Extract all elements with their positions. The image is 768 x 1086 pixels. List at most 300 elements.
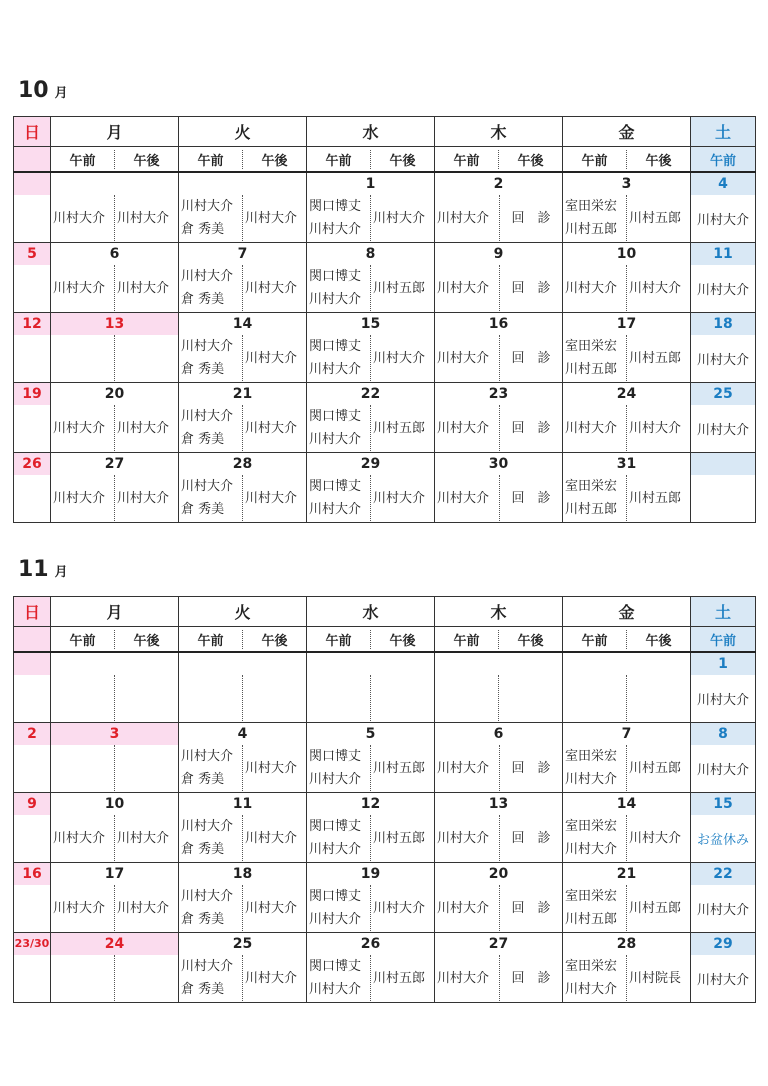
pm-doctors [370,405,434,451]
am-doctors [179,265,242,311]
doctor-name: 川村五郎 [629,490,682,506]
saturday-date: 18 [691,313,755,335]
day-number [179,653,306,675]
day-body [51,405,178,451]
day-number: 25 [232,936,253,952]
ampm-pair [307,627,434,651]
weekday-mon: 月 [51,597,179,627]
doctor-name: 川村大介 [437,350,490,366]
saturday-doctor: 川村大介 [696,972,749,988]
doctor-name: 川村大介 [117,490,170,506]
weekday-tue: 火 [179,117,307,147]
sunday-date: 23/30 [14,933,50,955]
day-body [307,815,434,861]
am-doctors [563,675,626,721]
pm-doctors [114,885,178,931]
doctor-name: 川村大介 [373,210,426,226]
day-body [435,195,562,241]
day-number: 27 [488,936,509,952]
day-body [435,265,562,311]
sunday-cell [14,933,51,1003]
day-cell [179,652,307,723]
weekday-fri: 金 [563,117,691,147]
doctor-name: 川村大介 [53,490,106,506]
week-row [14,933,756,1003]
am-doctors [563,405,626,451]
day-body [435,745,562,791]
saturday-cell [691,723,756,793]
day-number: 28 [232,456,253,472]
day-cell [51,793,179,863]
day-number: 2 [493,176,504,192]
doctor-name: 回 診 [511,280,551,296]
ampm-sun-cell [14,627,51,653]
day-cell [563,313,691,383]
day-cell [179,383,307,453]
day-body [51,475,178,521]
doctor-name: 倉 秀美 [181,292,225,307]
day-body [179,675,306,721]
day-body [307,885,434,931]
doctor-name: 回 診 [511,970,551,986]
day-cell [51,933,179,1003]
week-row [14,243,756,313]
day-number: 20 [488,866,509,882]
day-body [563,885,690,931]
day-body [307,675,434,721]
day-cell [51,383,179,453]
day-number: 31 [616,456,637,472]
sunday-cell [14,863,51,933]
day-cell [51,172,179,243]
day-cell [563,933,691,1003]
weekday-sun: 日 [14,597,51,627]
pm-doctors [114,475,178,521]
doctor-name: 川村大介 [565,280,618,296]
week-row [14,383,756,453]
doctor-name: 川村大介 [629,830,682,846]
doctor-name: 回 診 [511,420,551,436]
day-body [563,405,690,451]
saturday-date: 1 [691,653,755,675]
pm-doctors [499,955,562,1001]
doctor-name: 倉 秀美 [181,362,225,377]
am-doctors [435,195,499,241]
weekday-tue: 火 [179,597,307,627]
doctor-name: 川村大介 [565,982,618,997]
pm-doctors [626,475,690,521]
sat-am-label: 午前 [691,147,756,173]
doctor-name: 川村大介 [309,912,362,927]
doctor-name: 川村五郎 [629,900,682,916]
day-body [179,405,306,451]
ampm-cell [563,627,691,653]
day-body [435,475,562,521]
pm-doctors [242,885,306,931]
sunday-date [14,653,50,675]
doctor-name: 川村大介 [53,210,106,226]
saturday-doctor: お盆休み [696,832,749,848]
pm-doctors [370,265,434,311]
day-cell [51,243,179,313]
day-cell [179,863,307,933]
day-number: 6 [109,246,120,262]
saturday-doctor: 川村大介 [696,352,749,368]
am-doctors [179,815,242,861]
doctor-name: 川村大介 [437,760,490,776]
doctor-name: 川村大介 [437,830,490,846]
day-body [307,335,434,381]
am-label: 午前 [325,153,352,169]
doctor-name: 川村大介 [629,420,682,436]
day-body [435,885,562,931]
calendar-table [13,596,756,1003]
am-label: 午前 [581,633,608,649]
day-body [179,815,306,861]
doctor-name: 川村大介 [245,350,298,366]
day-number: 6 [493,726,504,742]
doctor-name: 関口博丈 [309,889,362,904]
pm-doctors [242,745,306,791]
day-cell [307,243,435,313]
pm-doctors [370,885,434,931]
doctor-name: 川村大介 [181,339,234,354]
ampm-cell [51,147,179,173]
day-number: 12 [360,796,381,812]
day-number: 29 [360,456,381,472]
saturday-date: 8 [691,723,755,745]
pm-label: 午後 [114,150,178,169]
saturday-date: 29 [691,933,755,955]
am-doctors [563,195,626,241]
month-unit: 月 [54,565,68,580]
sunday-date: 16 [14,863,50,885]
doctor-name: 川村大介 [181,819,234,834]
day-number: 7 [237,246,248,262]
day-body [51,815,178,861]
pm-doctors [626,265,690,311]
pm-doctors [114,405,178,451]
day-cell [435,313,563,383]
day-body [307,195,434,241]
doctor-name: 倉 秀美 [181,502,225,517]
day-body [435,405,562,451]
doctor-name: 川村大介 [309,432,362,447]
am-doctors [179,675,242,721]
day-cell [307,453,435,523]
pm-doctors [242,955,306,1001]
day-number: 9 [493,246,504,262]
am-doctors [563,815,626,861]
saturday-doctor: 川村大介 [696,762,749,778]
am-doctors [179,745,242,791]
am-doctors [51,335,114,381]
saturday-cell [691,793,756,863]
day-number: 7 [621,726,632,742]
weekday-fri: 金 [563,597,691,627]
doctor-name: 川村大介 [53,420,106,436]
ampm-pair [435,627,562,651]
day-number: 22 [360,386,381,402]
day-number: 26 [360,936,381,952]
day-body [179,475,306,521]
pm-doctors [626,195,690,241]
day-cell [179,243,307,313]
saturday-cell [691,172,756,243]
am-doctors [563,265,626,311]
month-unit: 月 [54,86,68,101]
month-number: 11 [18,557,49,582]
pm-doctors [626,955,690,1001]
doctor-name: 関口博丈 [309,269,362,284]
day-number: 20 [104,386,125,402]
ampm-cell [179,147,307,173]
weekday-sat: 土 [691,597,756,627]
ampm-header-row [14,147,756,173]
day-cell [51,723,179,793]
pm-label: 午後 [626,630,690,649]
doctor-name: 室田栄宏 [565,889,618,904]
doctor-name: 川村大介 [181,409,234,424]
am-label: 午前 [581,153,608,169]
ampm-cell [179,627,307,653]
saturday-cell [691,933,756,1003]
doctor-name: 川村大介 [565,842,618,857]
day-body [563,195,690,241]
am-label: 午前 [69,153,96,169]
am-doctors [307,335,370,381]
day-body [435,815,562,861]
day-number: 18 [232,866,253,882]
day-number: 24 [51,933,178,955]
doctor-name: 回 診 [511,760,551,776]
pm-doctors [370,675,434,721]
day-number: 27 [104,456,125,472]
pm-doctors [370,745,434,791]
doctor-name: 川村大介 [117,900,170,916]
saturday-date [691,453,755,475]
pm-label: 午後 [498,150,562,169]
day-cell [307,723,435,793]
day-body [563,335,690,381]
day-cell [435,243,563,313]
day-number: 13 [488,796,509,812]
sunday-cell [14,313,51,383]
doctor-name: 室田栄宏 [565,749,618,764]
sunday-date: 2 [14,723,50,745]
day-cell [51,863,179,933]
day-body [51,885,178,931]
doctor-name: 川村大介 [245,900,298,916]
doctor-name: 川村大介 [309,362,362,377]
saturday-cell [691,652,756,723]
doctor-name: 川村大介 [245,420,298,436]
saturday-date: 22 [691,863,755,885]
day-cell [435,453,563,523]
day-number [51,173,178,195]
pm-doctors [498,675,562,721]
am-doctors [307,405,370,451]
day-body [563,745,690,791]
month-number: 10 [18,78,49,103]
doctor-name: 倉 秀美 [181,432,225,447]
am-doctors [51,675,114,721]
doctor-name: 川村五郎 [373,280,426,296]
day-number: 1 [365,176,376,192]
doctor-name: 川村大介 [53,280,106,296]
day-number: 3 [621,176,632,192]
doctor-name: 川村大介 [181,749,234,764]
doctor-name: 倉 秀美 [181,982,225,997]
doctor-name: 川村大介 [181,889,234,904]
saturday-doctor: 川村大介 [696,692,749,708]
am-doctors [179,955,242,1001]
pm-label: 午後 [242,150,306,169]
day-body [179,265,306,311]
doctor-name: 川村大介 [181,269,234,284]
am-doctors [307,955,370,1001]
day-body [435,335,562,381]
doctor-name: 川村院長 [629,970,682,986]
ampm-pair [51,627,178,651]
day-cell [435,652,563,723]
doctor-name: 川村大介 [437,280,490,296]
am-label: 午前 [197,153,224,169]
day-number: 8 [365,246,376,262]
doctor-name: 倉 秀美 [181,772,225,787]
pm-doctors [370,335,434,381]
sunday-date: 9 [14,793,50,815]
pm-doctors [242,475,306,521]
doctor-name: 川村五郎 [373,830,426,846]
day-body [435,675,562,721]
day-number: 19 [360,866,381,882]
pm-label: 午後 [370,630,434,649]
doctor-name: 関口博丈 [309,409,362,424]
saturday-cell [691,863,756,933]
pm-doctors [499,335,562,381]
saturday-doctor: 川村大介 [696,422,749,438]
day-body [563,675,690,721]
pm-doctors [114,815,178,861]
day-body [307,265,434,311]
weekday-sun: 日 [14,117,51,147]
am-doctors [179,885,242,931]
saturday-doctor: 川村大介 [696,902,749,918]
am-label: 午前 [197,633,224,649]
saturday-doctor: 川村大介 [696,282,749,298]
day-number: 15 [360,316,381,332]
pm-doctors [626,675,690,721]
doctor-name: 川村五郎 [565,362,618,377]
doctor-name: 関口博丈 [309,749,362,764]
sunday-date [14,173,50,195]
ampm-cell [307,627,435,653]
am-label: 午前 [69,633,96,649]
day-cell [179,793,307,863]
doctor-name: 川村大介 [309,502,362,517]
day-number: 24 [616,386,637,402]
doctor-name: 倉 秀美 [181,912,225,927]
saturday-cell [691,453,756,523]
pm-doctors [626,335,690,381]
day-number: 4 [237,726,248,742]
doctor-name: 川村大介 [117,830,170,846]
pm-doctors [370,955,434,1001]
sunday-date: 12 [14,313,50,335]
doctor-name: 関口博丈 [309,339,362,354]
doctor-name: 関口博丈 [309,479,362,494]
day-number: 30 [488,456,509,472]
am-doctors [51,405,114,451]
pm-doctors [499,195,562,241]
am-doctors [51,265,114,311]
day-body [51,745,178,791]
doctor-name: 川村大介 [373,490,426,506]
pm-label: 午後 [498,630,562,649]
doctor-name: 川村大介 [245,280,298,296]
pm-doctors [370,815,434,861]
ampm-cell [435,627,563,653]
doctor-name: 川村五郎 [565,222,618,237]
weekday-thu: 木 [435,117,563,147]
saturday-cell [691,243,756,313]
pm-doctors [242,265,306,311]
day-body [179,885,306,931]
doctor-name: 川村大介 [437,210,490,226]
am-doctors [307,475,370,521]
doctor-name: 川村大介 [309,292,362,307]
am-doctors [563,745,626,791]
day-cell [307,313,435,383]
doctor-name: 川村大介 [629,280,682,296]
week-row [14,453,756,523]
week-row [14,652,756,723]
day-cell [563,453,691,523]
sunday-cell [14,652,51,723]
pm-doctors [242,675,306,721]
day-body [179,335,306,381]
doctor-name: 川村大介 [309,982,362,997]
day-body [51,335,178,381]
day-cell [179,933,307,1003]
day-cell [307,652,435,723]
doctor-name: 室田栄宏 [565,339,618,354]
pm-doctors [499,745,562,791]
day-body [179,745,306,791]
sunday-date: 5 [14,243,50,265]
day-body [51,675,178,721]
doctor-name: 川村大介 [245,830,298,846]
ampm-pair [563,627,690,651]
doctor-name: 川村大介 [181,959,234,974]
saturday-doctor: 川村大介 [696,212,749,228]
day-cell [307,863,435,933]
day-cell [51,652,179,723]
doctor-name: 回 診 [511,350,551,366]
pm-doctors [626,815,690,861]
sunday-cell [14,453,51,523]
am-doctors [307,745,370,791]
am-doctors [179,405,242,451]
doctor-name: 関口博丈 [309,199,362,214]
sunday-cell [14,793,51,863]
sunday-cell [14,243,51,313]
sunday-date: 19 [14,383,50,405]
am-doctors [563,955,626,1001]
ampm-pair [307,147,434,171]
day-number: 5 [365,726,376,742]
